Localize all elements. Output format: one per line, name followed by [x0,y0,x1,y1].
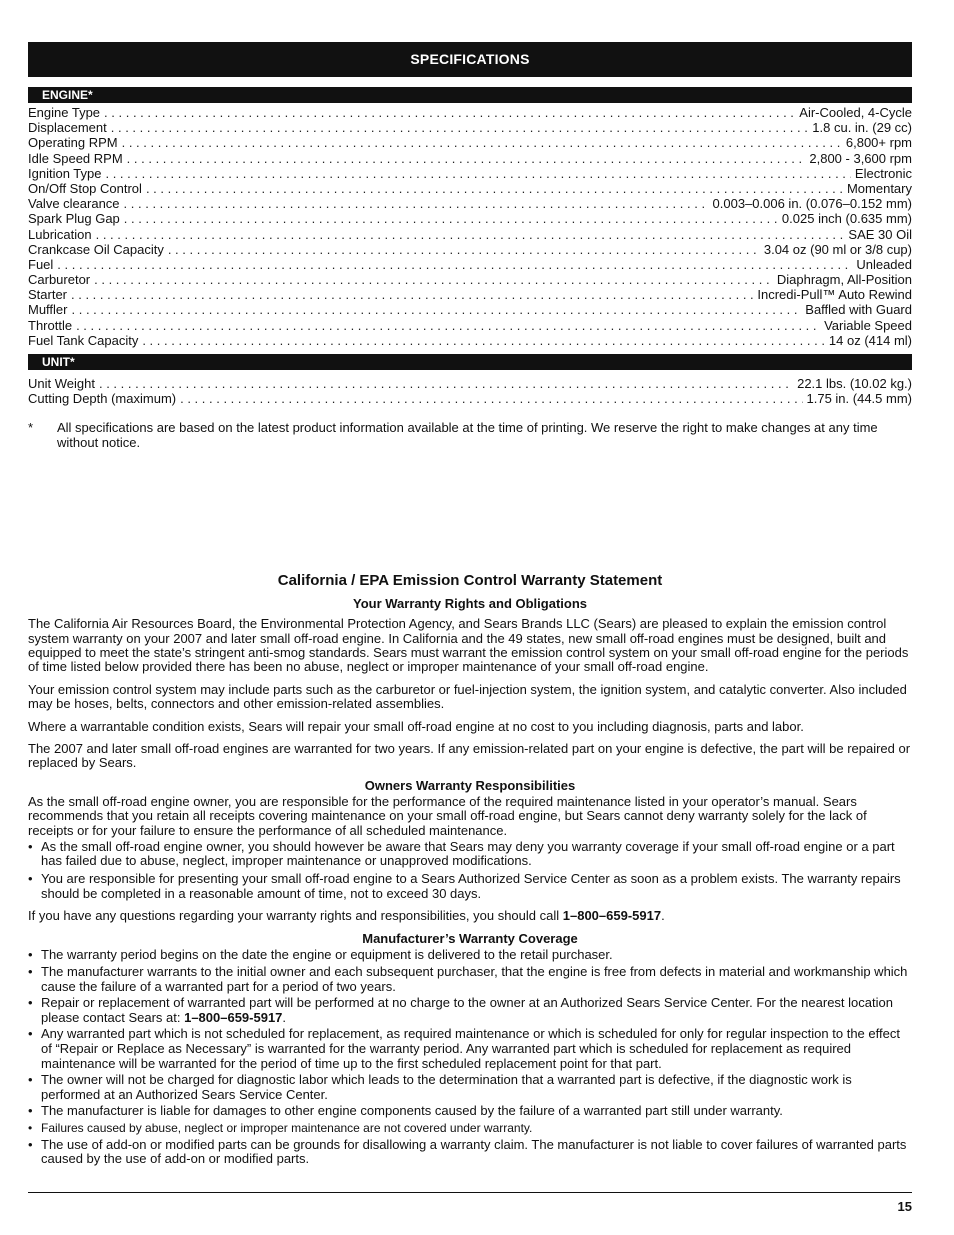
spec-row [28,181,912,196]
paragraph: The 2007 and later small off-road engines are warranted for two years. If any emission-related part on your engine is defective, the part will be repaired or replaced by Sears. [28,740,911,770]
paragraph: Where a warrantable condition exists, Sears will repair your small off-road engine at no cost to you including diagnosis, parts and labor. [28,718,804,734]
footnote-mark: * [28,420,34,436]
spec-value: Momentary [846,180,912,196]
manufacturer-heading: Manufacturer’s Warranty Coverage [362,931,578,947]
spec-value: 0.025 inch (0.635 mm) [781,211,912,227]
spec-value: Diaphragm, All-Position [776,272,912,288]
spec-value: Variable Speed [824,317,912,333]
list-item: • As the small off-road engine owner, you should however be aware that Sears may deny you warranty coverage if your small off-road engine or a part has failed due to abuse, neglect, improper maintenance or unapproved modifications. [28,840,912,869]
list-item: • Repair or replacement of warranted part will be performed at no charge to the owner at an Authorized Sears Service Center. For the nearest location please contact Sears at: 1–800–659-5917. [28,996,912,1025]
spec-value: 1.8 cu. in. (29 cc) [812,120,912,136]
spec-value: Incredi-Pull™ Auto Rewind [757,287,912,303]
spec-value: Unleaded [856,256,912,272]
paragraph: The California Air Resources Board, the Environmental Protection Agency, and Sears Brands LLC (Sears) are pleased to explain the emission control system warranty on your 2007 and later small off-road engine. In California and the 49 states, new small off-road engines must be designed, built and equipped to meet the state’s stringent anti-smog standards. Sears must warrant the emission control system on your small off-road engine for the periods of time listed below provided there has been no abuse, neglect or improper maintenance of your small off-road engine. [28,616,909,674]
spec-value: 6,800+ rpm [845,135,912,151]
spec-row [28,227,912,242]
spec-label: Carburetor [28,272,91,288]
spec-label: Unit Weight [28,376,95,391]
spec-label: Throttle [28,317,73,333]
spec-label: Fuel [28,256,54,272]
owners-heading: Owners Warranty Responsibilities [364,778,576,794]
spec-label: Valve clearance [28,196,120,212]
spec-label: Lubrication [28,226,92,242]
spec-value: Baffled with Guard [805,302,912,318]
spec-row [28,196,912,211]
owners-bullet-list [28,840,912,901]
spec-row [28,211,912,226]
spec-label: Operating RPM [28,135,118,151]
phone-number: 1–800–659-5917 [562,908,662,924]
owners-intro: As the small off-road engine owner, you are responsible for the performance of the required maintenance listed in your operator’s manual. Sears recommends that you retain all receipts covering maintenance on your small off-road engine, but Sears cannot deny warranty solely for the lack of receipts or for your failure to ensure the performance of all scheduled maintenance. [28,794,867,838]
list-item: • You are responsible for presenting your small off-road engine to a Sears Authorized Service Center as soon as a problem exists. The warranty repairs should be completed in a reasonable amount of time, not to exceed 30 days. [28,872,912,901]
manual-page [28,42,912,1167]
list-item: • Any warranted part which is not scheduled for replacement, as required maintenance or which is scheduled for only for regular inspection to the effect of “Repair or Replace as Necessary” is warranted for the warranty period. Any warranted part which is scheduled for replacement as required maintenance will be warranted for the period of time up to the first scheduled replacement point for that part. [28,1027,912,1071]
unit-section-heading: UNIT* [28,354,912,370]
spec-row [28,257,912,272]
spec-label: Displacement [28,120,107,136]
spec-label: Crankcase Oil Capacity [28,241,164,257]
phone-number: 1–800–659-5917 [184,1009,283,1025]
spec-row [28,105,912,120]
footer-divider [28,1192,912,1193]
spec-value: 2,800 - 3,600 rpm [809,150,912,166]
spec-label: Starter [28,287,68,303]
spec-row [28,302,912,317]
rights-heading: Your Warranty Rights and Obligations [352,596,587,612]
spec-value: Electronic [854,165,912,181]
list-item: • Failures caused by abuse, neglect or improper maintenance are not covered under warranty. [28,1121,912,1136]
spec-label: Engine Type [28,105,101,120]
page-number: 15 [897,1199,912,1214]
spec-row [28,318,912,333]
spec-label: Idle Speed RPM [28,150,123,166]
list-item: • The warranty period begins on the date the engine or equipment is delivered to the retail purchaser. [28,948,912,963]
specifications-header: SPECIFICATIONS [28,42,912,77]
questions-paragraph: If you have any questions regarding your warranty rights and responsibilities, you should call 1–800–659-5917. [28,908,665,924]
spec-row [28,135,912,150]
list-item: • The owner will not be charged for diagnostic labor which leads to the determination that a warranted part is defective, if the diagnostic work is performed at an Authorized Sears Service Center. [28,1073,912,1102]
spec-value: 1.75 in. (44.5 mm) [806,391,912,407]
spec-label: On/Off Stop Control [28,180,142,196]
spec-footnote [28,420,912,450]
engine-spec-list [28,105,912,348]
spec-row [28,166,912,181]
engine-section-heading: ENGINE* [28,87,912,103]
spec-label: Ignition Type [28,165,102,181]
spec-label: Spark Plug Gap [28,211,120,227]
spec-value: 22.1 lbs. (10.02 kg.) [797,376,912,391]
manufacturer-bullet-list [28,948,912,1166]
spec-row [28,120,912,135]
warranty-title: California / EPA Emission Control Warranty Statement [277,572,663,590]
list-item: • The manufacturer warrants to the initial owner and each subsequent purchaser, that the engine is free from defects in material and workmanship which cause the failure of a warranted part for a period of two years. [28,965,912,994]
spec-row [28,151,912,166]
spec-row [28,242,912,257]
spec-row [28,333,912,348]
spec-label: Muffler [28,302,68,318]
spec-value: 0.003–0.006 in. (0.076–0.152 mm) [712,196,912,212]
list-item: • The manufacturer is liable for damages to other engine components caused by the failure of a warranted part still under warranty. [28,1104,912,1119]
spec-label: Cutting Depth (maximum) [28,391,177,407]
spec-row [28,272,912,287]
spec-row [28,391,912,406]
list-item: • The use of add-on or modified parts can be grounds for disallowing a warranty claim. The manufacturer is not liable to cover failures of warranted parts caused by the use of add-on or modified parts. [28,1138,912,1167]
spec-value: SAE 30 Oil [848,226,912,242]
spec-row [28,376,912,391]
spec-label: Fuel Tank Capacity [28,332,139,348]
spec-value: Air-Cooled, 4-Cycle [799,105,912,120]
unit-spec-list [28,376,912,406]
paragraph: Your emission control system may include parts such as the carburetor or fuel-injection system, the ignition system, and catalytic converter. Also included may be hoses, belts, connectors and other emission-related assemblies. [28,682,907,712]
spec-value: 14 oz (414 ml) [828,332,912,348]
spec-row [28,287,912,302]
footnote-text: All specifications are based on the latest product information available at the time of printing. We reserve the right to make changes at any time without notice. [57,420,878,451]
spec-value: 3.04 oz (90 ml or 3/8 cup) [763,241,912,257]
